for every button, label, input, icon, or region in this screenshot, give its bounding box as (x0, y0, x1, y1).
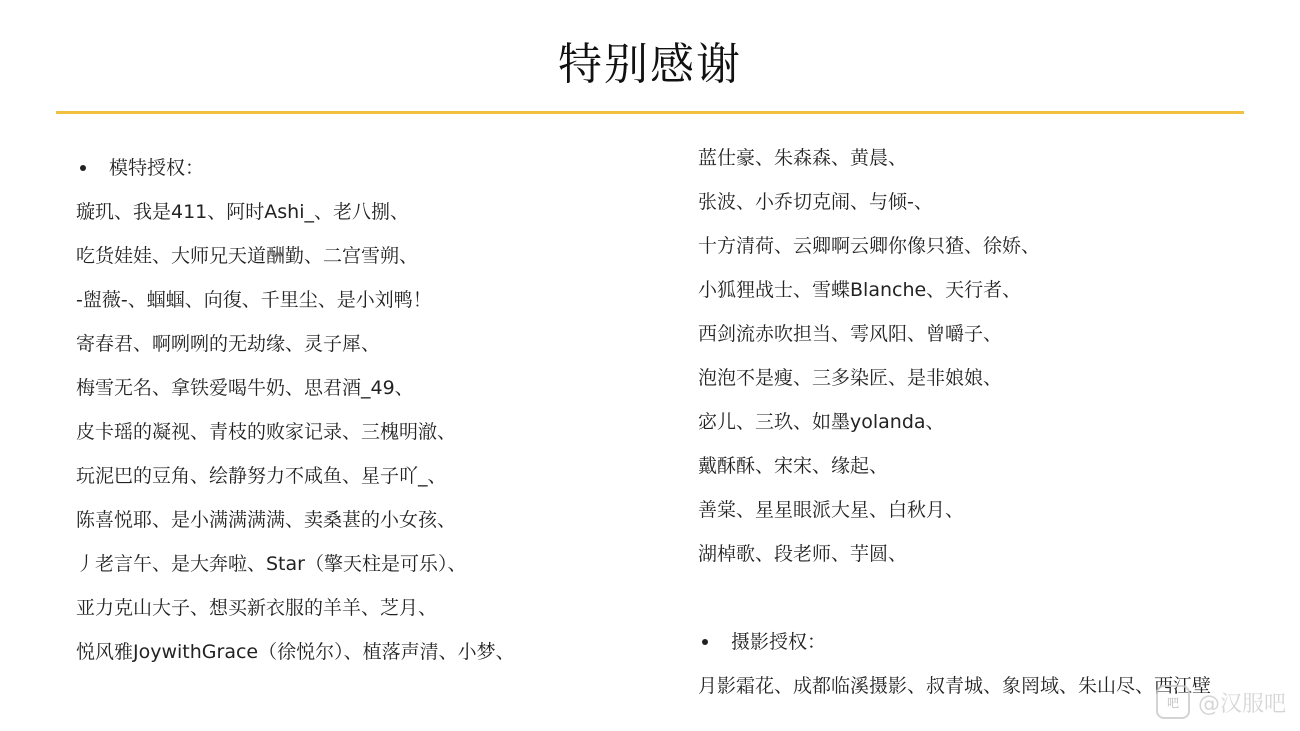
photo-section-header (698, 620, 1288, 664)
list-item: 陈喜悦耶、是小满满满满、卖桑葚的小女孩、 (76, 509, 457, 531)
model-section-header (76, 146, 676, 190)
list-item: 泡泡不是瘦、三多染匠、是非娘娘、 (698, 367, 1003, 389)
list-item: 西剑流赤吹担当、雩风阳、曾嚼子、 (698, 323, 1003, 345)
watermark-logo-icon: 吧 (1156, 685, 1190, 719)
left-column (76, 146, 676, 674)
title-divider (56, 111, 1244, 114)
spacer (698, 576, 1288, 620)
model-section-label: 模特授权： (109, 157, 205, 179)
list-item: 湖棹歌、段老师、芋圆、 (698, 543, 908, 565)
list-item: 十方清荷、云卿啊云卿你像只猹、徐娇、 (698, 235, 1041, 257)
photo-section-label: 摄影授权： (731, 631, 827, 653)
list-item: 吃货娃娃、大师兄天道酬勤、二宫雪朔、 (76, 245, 419, 267)
list-item: 善棠、星星眼派大星、白秋月、 (698, 499, 965, 521)
list-item: 皮卡瑶的凝视、青枝的败家记录、三槐明澈、 (76, 421, 457, 443)
list-item: -盥薇-、蝈蝈、向復、千里尘、是小刘鸭！ (76, 289, 432, 311)
list-item: 蓝仕豪、朱森森、黄晨、 (698, 147, 908, 169)
list-item: 亚力克山大子、想买新衣服的羊羊、芝月、 (76, 597, 438, 619)
list-item: 寄春君、啊咧咧的无劫缘、灵子犀、 (76, 333, 381, 355)
list-item: 悦风雅JoywithGrace（徐悦尔）、植落声清、小梦、 (76, 641, 515, 663)
list-item: 丿老言午、是大奔啦、Star（擎天柱是可乐）、 (76, 553, 467, 575)
list-item: 小狐狸战士、雪蝶Blanche、天行者、 (698, 279, 1022, 301)
bullet-icon (702, 639, 708, 645)
list-item: 梅雪无名、拿铁爱喝牛奶、思君酒_49、 (76, 377, 414, 399)
right-column (698, 136, 1288, 708)
list-item: 月影霜花、成都临溪摄影、叔青城、象罔域、朱山尽、西江壁 (698, 675, 1212, 697)
page-title: 特别感谢 (558, 39, 742, 90)
watermark-text: @汉服吧 (1197, 691, 1286, 717)
list-item: 宓儿、三玖、如墨yolanda、 (698, 411, 945, 433)
bullet-icon (80, 165, 86, 171)
watermark (1156, 685, 1286, 719)
list-item: 璇玑、我是411、阿时Ashi_、老八捌、 (76, 201, 409, 223)
list-item: 戴酥酥、宋宋、缘起、 (698, 455, 889, 477)
list-item: 玩泥巴的豆角、绘静努力不咸鱼、星子吖_、 (76, 465, 447, 487)
list-item: 张波、小乔切克闹、与倾-、 (698, 191, 933, 213)
